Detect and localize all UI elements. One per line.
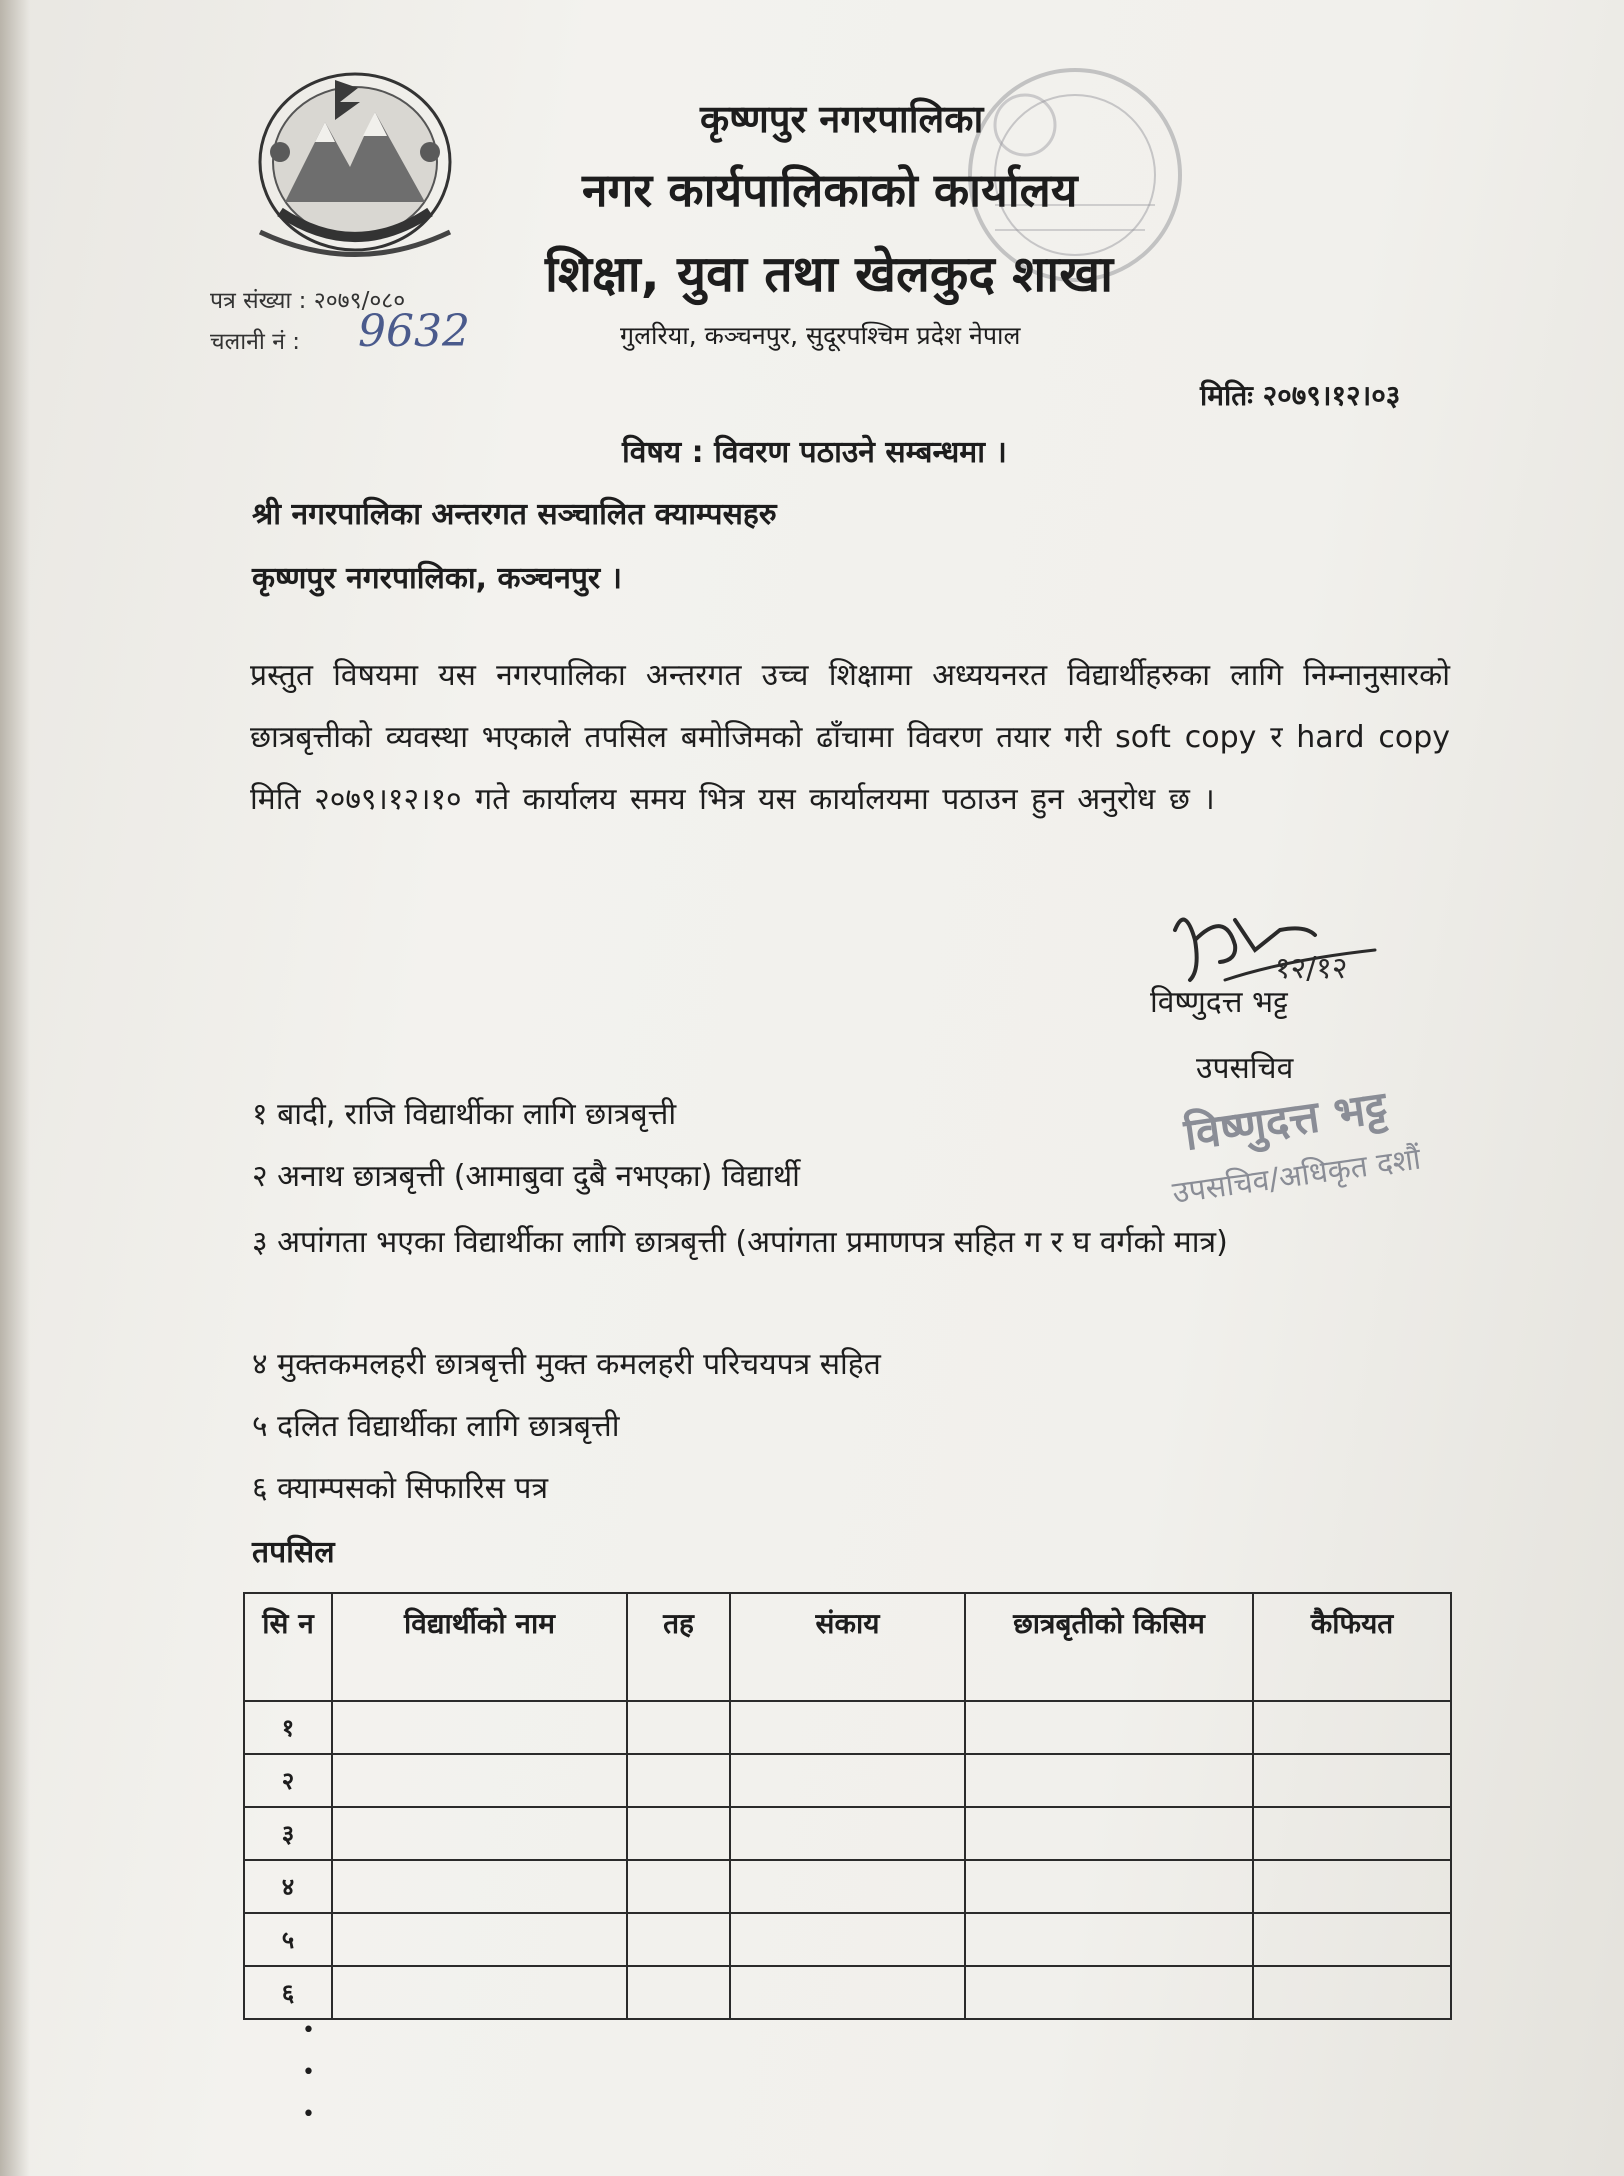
table-cell [1253, 1860, 1451, 1913]
letter-body-paragraph: प्रस्तुत विषयमा यस नगरपालिका अन्तरगत उच्च शिक्षामा अध्ययनरत विद्यार्थीहरुका लागि निम्नानुसारको छात्रबृत्तीको व्यवस्था भएकाले तपसिल बमोजिमको ढाँचामा विवरण तयार गरी soft copy र hard copy मिति २०७९।१२।१० गते कार्यालय समय भित्र यस कार्यालयमा पठाउन हुन अनुरोध छ । [250, 658, 1450, 817]
letter-date: मितिः २०७९।१२।०३ [1200, 379, 1401, 412]
table-cell [627, 1860, 730, 1913]
table-cell [332, 1913, 627, 1966]
table-row [244, 1701, 1451, 1754]
row-serial: ६ [244, 1966, 332, 2019]
nepal-emblem-logo [240, 62, 470, 272]
municipality-name: कृष्णपुर नगरपालिका [700, 97, 984, 141]
table-cell [627, 1701, 730, 1754]
table-cell [730, 1913, 965, 1966]
office-name: नगर कार्यपालिकाको कार्यालय [582, 163, 1078, 217]
table-cell [1253, 1754, 1451, 1807]
table-cell [1253, 1966, 1451, 2019]
column-header-student-name: विद्यार्थीको नाम [332, 1593, 627, 1701]
schedule-heading: तपसिल [252, 1535, 335, 1570]
signatory-name: विष्णुदत्त भट्ट [1150, 985, 1288, 1020]
stamp-title: उपसचिव/अधिकृत दशौं [1170, 1141, 1423, 1212]
table-cell [627, 1807, 730, 1860]
dispatch-number-handwritten: 9632 [358, 306, 470, 357]
addressee-line-2: कृष्णपुर नगरपालिका, कञ्चनपुर । [252, 561, 622, 596]
dispatch-number-label: चलानी नं : [210, 329, 301, 355]
table-row [244, 1860, 1451, 1913]
table-cell [965, 1701, 1253, 1754]
scholarship-item: ५ दलित विद्यार्थीका लागि छात्रबृत्ती [252, 1409, 620, 1444]
table-cell [627, 1913, 730, 1966]
column-header-remarks: कैफियत [1253, 1593, 1451, 1701]
row-serial: १ [244, 1701, 332, 1754]
section-name: शिक्षा, युवा तथा खेलकुद शाखा [545, 245, 1114, 303]
table-cell [1253, 1913, 1451, 1966]
table-cell [965, 1913, 1253, 1966]
table-cell [965, 1807, 1253, 1860]
column-header-serial: सि न [244, 1593, 332, 1701]
table-cell [332, 1860, 627, 1913]
office-address: गुलरिया, कञ्चनपुर, सुदूरपश्चिम प्रदेश नेपाल [620, 321, 1021, 350]
scholarship-item: ४ मुक्तकमलहरी छात्रबृत्ती मुक्त कमलहरी परिचयपत्र सहित [252, 1347, 881, 1382]
scholarship-item: ३ अपांगता भएका विद्यार्थीका लागि छात्रबृत्ती (अपांगता प्रमाणपत्र सहित ग र घ वर्गको मात्र) [252, 1225, 1228, 1260]
table-cell [332, 1807, 627, 1860]
table-cell [332, 1701, 627, 1754]
signature-date-scrawl: १२/१२ [1275, 951, 1348, 986]
student-details-table [243, 1592, 1452, 2020]
table-cell [730, 1860, 965, 1913]
continuation-dot: • [302, 2018, 315, 2043]
table-cell [730, 1701, 965, 1754]
row-serial: ५ [244, 1913, 332, 1966]
row-serial: ४ [244, 1860, 332, 1913]
continuation-dot: • [302, 2102, 315, 2127]
scholarship-item: १ बादी, राजि विद्यार्थीका लागि छात्रबृत्ती [252, 1097, 677, 1132]
scholarship-item: ६ क्याम्पसको सिफारिस पत्र [252, 1471, 548, 1506]
table-cell [730, 1754, 965, 1807]
table-cell [1253, 1807, 1451, 1860]
paper-edge-shadow [0, 0, 30, 2176]
table-cell [627, 1966, 730, 2019]
column-header-level: तह [627, 1593, 730, 1701]
table-row [244, 1966, 1451, 2019]
table-row [244, 1807, 1451, 1860]
table-cell [965, 1860, 1253, 1913]
addressee-line-1: श्री नगरपालिका अन्तरगत सञ्चालित क्याम्पसहरु [252, 497, 777, 532]
table-row [244, 1754, 1451, 1807]
letter-subject: विषय : विवरण पठाउने सम्बन्धमा । [622, 435, 1007, 470]
row-serial: ३ [244, 1807, 332, 1860]
continuation-dot: • [302, 2060, 315, 2085]
table-cell [965, 1754, 1253, 1807]
letter-reference-number: पत्र संख्या : २०७९/०८० [210, 288, 406, 314]
table-cell [730, 1966, 965, 2019]
table-cell [1253, 1701, 1451, 1754]
table-cell [965, 1966, 1253, 2019]
table-row [244, 1913, 1451, 1966]
signatory-title: उपसचिव [1196, 1051, 1294, 1086]
column-header-faculty: संकाय [730, 1593, 965, 1701]
scholarship-item: २ अनाथ छात्रबृत्ती (आमाबुवा दुबै नभएका) विद्यार्थी [252, 1159, 800, 1194]
table-cell [332, 1966, 627, 2019]
row-serial: २ [244, 1754, 332, 1807]
table-header-row [244, 1593, 1451, 1701]
table-cell [332, 1754, 627, 1807]
table-cell [730, 1807, 965, 1860]
column-header-scholarship-type: छात्रबृतीको किसिम [965, 1593, 1253, 1701]
table-cell [627, 1754, 730, 1807]
stamp-name: विष्णुदत्त भट्ट [1181, 1081, 1390, 1161]
